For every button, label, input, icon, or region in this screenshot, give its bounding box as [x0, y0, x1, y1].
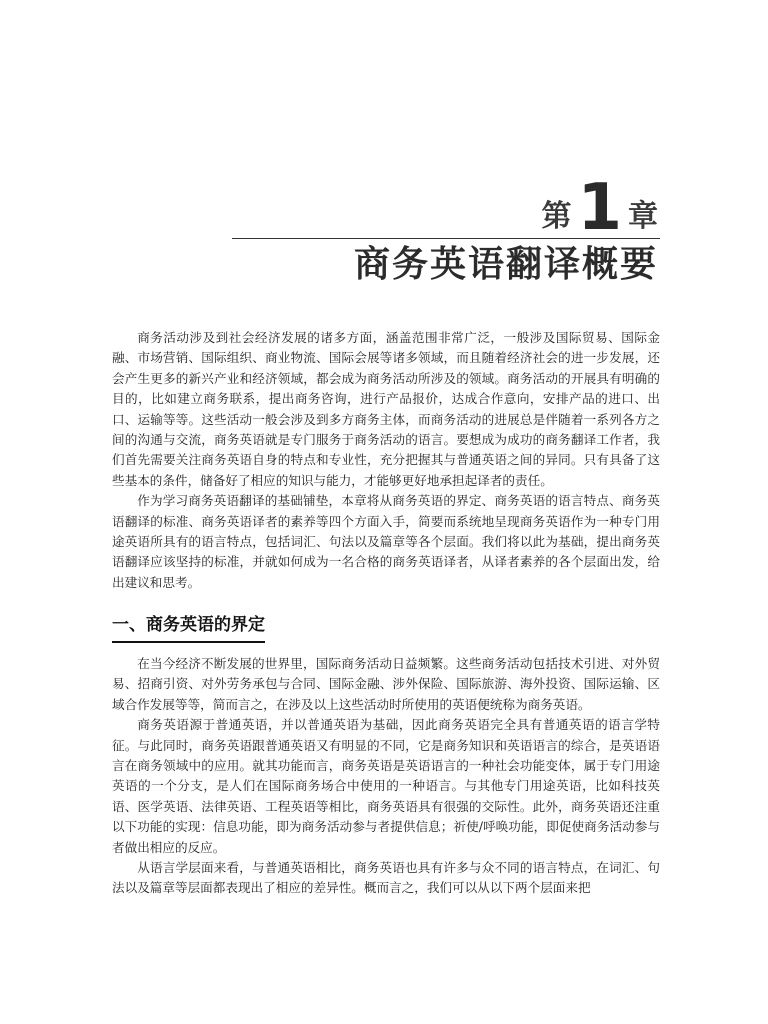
- chapter-divider: [232, 238, 660, 239]
- chapter-suffix: 章: [628, 199, 658, 234]
- section-paragraph: 商务英语源于普通英语，并以普通英语为基础，因此商务英语完全具有普通英语的语言学特征。与此同时，商务英语跟普通英语又有明显的不同，它是商务知识和英语语言的综合，是英语语言在商务领域中的应用。就其功能而言，商务英语是英语语言的一种社会功能变体，属于专门用途英语的一个分支，是人们在国际商务场合中使用的一种语言。与其他专门用途英语，比如科技英语、医学英语、法律英语、工程英语等相比，商务英语具有很强的交际性。此外，商务英语还注重以下功能的实现：信息功能，即为商务活动参与者提供信息；祈使/呼唤功能，即促使商务活动参与者做出相应的反应。: [112, 717, 660, 855]
- section-paragraph: 在当今经济不断发展的世界里，国际商务活动日益频繁。这些商务活动包括技术引进、对外贸易、招商引资、对外劳务承包与合同、国际金融、涉外保险、国际旅游、海外投资、国际运输、区域合作发展等等，简而言之，在涉及以上这些活动时所使用的英语便统称为商务英语。: [112, 656, 660, 712]
- intro-paragraph: 商务活动涉及到社会经济发展的诸多方面，涵盖范围非常广泛，一般涉及国际贸易、国际金融、市场营销、国际组织、商业物流、国际会展等诸多领域，而且随着经济社会的进一步发展，还会产生更多的新兴产业和经济领域，都会成为商务活动所涉及的领域。商务活动的开展具有明确的目的，比如建立商务联系，提出商务咨询，进行产品报价，达成合作意向，安排产品的进口、出口、运输等等。这些活动一般会涉及到多方商务主体，而商务活动的进展总是伴随着一系列各方之间的沟通与交流，商务英语就是专门服务于商务活动的语言。要想成为成功的商务翻译工作者，我们首先需要关注商务英语自身的特点和专业性，充分把握其与普通英语之间的异同。只有具备了这些基本的条件，储备好了相应的知识与能力，才能够更好地承担起译者的责任。: [112, 330, 660, 488]
- intro-paragraph: 作为学习商务英语翻译的基础铺垫，本章将从商务英语的界定、商务英语的语言特点、商务英语翻译的标准、商务英语译者的素养等四个方面入手，简要而系统地呈现商务英语作为一种专门用途英语所具有的语言特点，包括词汇、句法以及篇章等各个层面。我们将以此为基础，提出商务英语翻译应该坚持的标准，并就如何成为一名合格的商务英语译者，从译者素养的各个层面出发，给出建议和思考。: [112, 493, 660, 590]
- chapter-prefix: 第: [541, 199, 572, 234]
- chapter-header: [232, 171, 660, 288]
- section-paragraph: 从语言学层面来看，与普通英语相比，商务英语也具有许多与众不同的语言特点，在词汇、句法以及篇章等层面都表现出了相应的差异性。概而言之，我们可以从以下两个层面来把: [112, 860, 660, 896]
- section-heading: 一、商务英语的界定: [112, 613, 265, 643]
- chapter-number: 1: [577, 171, 622, 245]
- section-text: [112, 654, 660, 899]
- intro-text: [112, 328, 660, 593]
- chapter-title: 商务英语翻译概要: [353, 243, 658, 285]
- chapter-number-row: [541, 171, 658, 245]
